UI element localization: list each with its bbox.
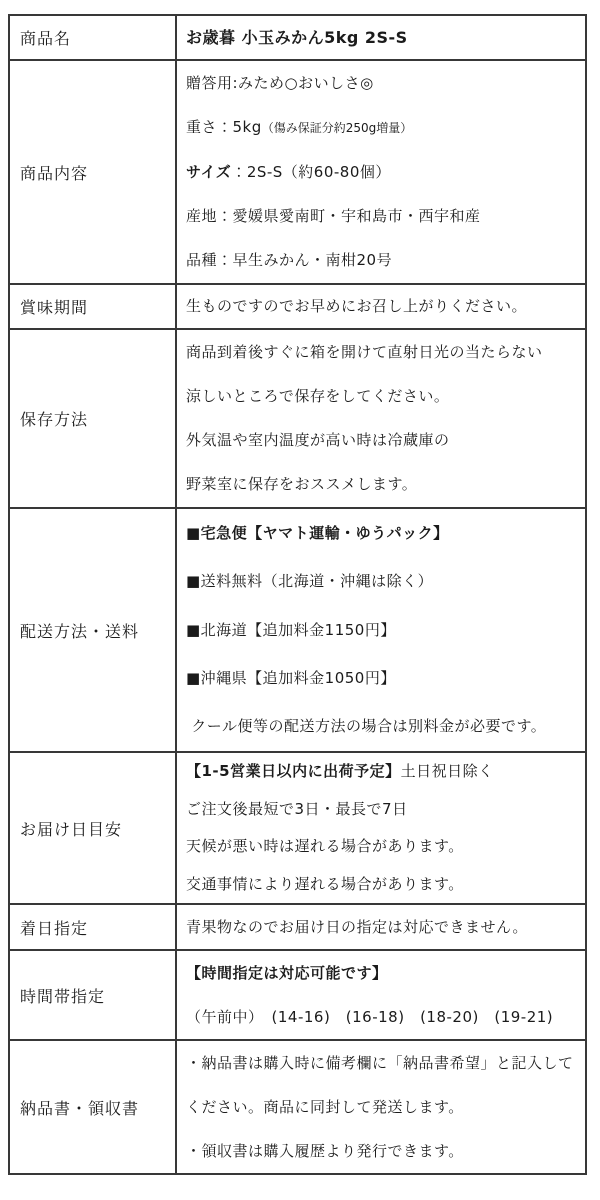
text-segment: ■北海道【追加料金1150円】 xyxy=(186,620,396,639)
content-line xyxy=(186,61,581,105)
row-content xyxy=(177,753,585,903)
text-segment: ：2S-S（約60-80個） xyxy=(231,162,391,181)
row-header: お届け日目安 xyxy=(10,753,177,903)
text-segment: 贈答用:みため○おいしさ◎ xyxy=(186,73,374,92)
text-segment: ・納品書は購入時に備考欄に「納品書希望」と記入して xyxy=(186,1053,574,1072)
content-line xyxy=(186,16,581,59)
text-segment: （傷み保証分約250g増量） xyxy=(261,120,413,135)
row-content xyxy=(177,509,585,751)
content-line xyxy=(186,557,581,605)
row-content xyxy=(177,61,585,283)
content-line xyxy=(186,753,581,791)
content-line xyxy=(186,951,581,995)
text-segment: （午前中） (14-16) (16-18) (18-20) (19-21) xyxy=(186,1007,554,1026)
text-segment: 生ものですのでお早めにお召し上がりください。 xyxy=(186,297,528,315)
text-segment: 産地：愛媛県愛南町・宇和島市・西宇和産 xyxy=(186,206,481,225)
content-line xyxy=(186,791,581,829)
text-segment: 天候が悪い時は遅れる場合があります。 xyxy=(186,837,464,856)
content-line xyxy=(186,1129,581,1173)
content-line xyxy=(186,995,581,1039)
row-header: 納品書・領収書 xyxy=(10,1041,177,1173)
text-segment: 野菜室に保存をおススメします。 xyxy=(186,475,418,494)
row-header: 商品内容 xyxy=(10,61,177,283)
table-row xyxy=(10,509,585,753)
content-line xyxy=(186,828,581,866)
text-segment: クール便等の配送方法の場合は別料金が必要です。 xyxy=(186,717,547,736)
content-line xyxy=(186,905,581,949)
content-line xyxy=(186,150,581,194)
text-segment: 品種：早生みかん・南柑20号 xyxy=(186,251,393,270)
content-line xyxy=(186,866,581,904)
content-line xyxy=(186,330,581,374)
row-content xyxy=(177,285,585,328)
content-line xyxy=(186,606,581,654)
row-header: 時間帯指定 xyxy=(10,951,177,1039)
content-line xyxy=(186,374,581,418)
table-row xyxy=(10,951,585,1041)
content-line xyxy=(186,1085,581,1129)
table-row xyxy=(10,16,585,61)
text-segment: ください。商品に同封して発送します。 xyxy=(186,1097,464,1116)
content-line xyxy=(186,285,581,328)
row-header: 着日指定 xyxy=(10,905,177,949)
row-header: 配送方法・送料 xyxy=(10,509,177,751)
content-line xyxy=(186,509,581,557)
text-segment: 外気温や室内温度が高い時は冷蔵庫の xyxy=(186,431,450,450)
content-line xyxy=(186,419,581,463)
table-row xyxy=(10,330,585,509)
row-content xyxy=(177,330,585,507)
text-segment: ご注文後最短で3日・最長で7日 xyxy=(186,799,408,818)
text-segment: 【1-5営業日以内に出荷予定】 xyxy=(186,762,401,781)
content-line xyxy=(186,703,581,751)
text-segment: ■送料無料（北海道・沖縄は除く） xyxy=(186,572,434,591)
text-segment: 土日祝日除く xyxy=(400,762,494,781)
row-content xyxy=(177,16,585,59)
row-header: 賞味期間 xyxy=(10,285,177,328)
content-line xyxy=(186,463,581,507)
text-segment: ■宅急便【ヤマト運輸・ゆうパック】 xyxy=(186,523,449,542)
text-segment: ■沖縄県【追加料金1050円】 xyxy=(186,668,396,687)
text-segment: 涼しいところで保存をしてください。 xyxy=(186,386,450,405)
text-segment: 交通事情により遅れる場合があります。 xyxy=(186,874,464,893)
table-row xyxy=(10,753,585,905)
content-line xyxy=(186,105,581,149)
row-header: 保存方法 xyxy=(10,330,177,507)
text-segment: サイズ xyxy=(186,162,232,181)
text-segment: 重さ：5kg xyxy=(186,118,262,137)
row-header: 商品名 xyxy=(10,16,177,59)
table-row xyxy=(10,1041,585,1173)
text-segment: 商品到着後すぐに箱を開けて直射日光の当たらない xyxy=(186,342,543,361)
content-line xyxy=(186,1041,581,1085)
table-row xyxy=(10,905,585,951)
content-line xyxy=(186,239,581,283)
row-content xyxy=(177,905,585,949)
product-spec-table xyxy=(8,14,587,1175)
row-content xyxy=(177,951,585,1039)
content-line xyxy=(186,194,581,238)
content-line xyxy=(186,654,581,702)
text-segment: 【時間指定は対応可能です】 xyxy=(186,963,388,982)
row-content xyxy=(177,1041,585,1173)
text-segment: 青果物なのでお届け日の指定は対応できません。 xyxy=(186,917,528,936)
table-row xyxy=(10,285,585,330)
text-segment: ・領収書は購入履歴より発行できます。 xyxy=(186,1141,464,1160)
text-segment: お歳暮 小玉みかん5kg 2S-S xyxy=(186,27,408,47)
table-row xyxy=(10,61,585,285)
